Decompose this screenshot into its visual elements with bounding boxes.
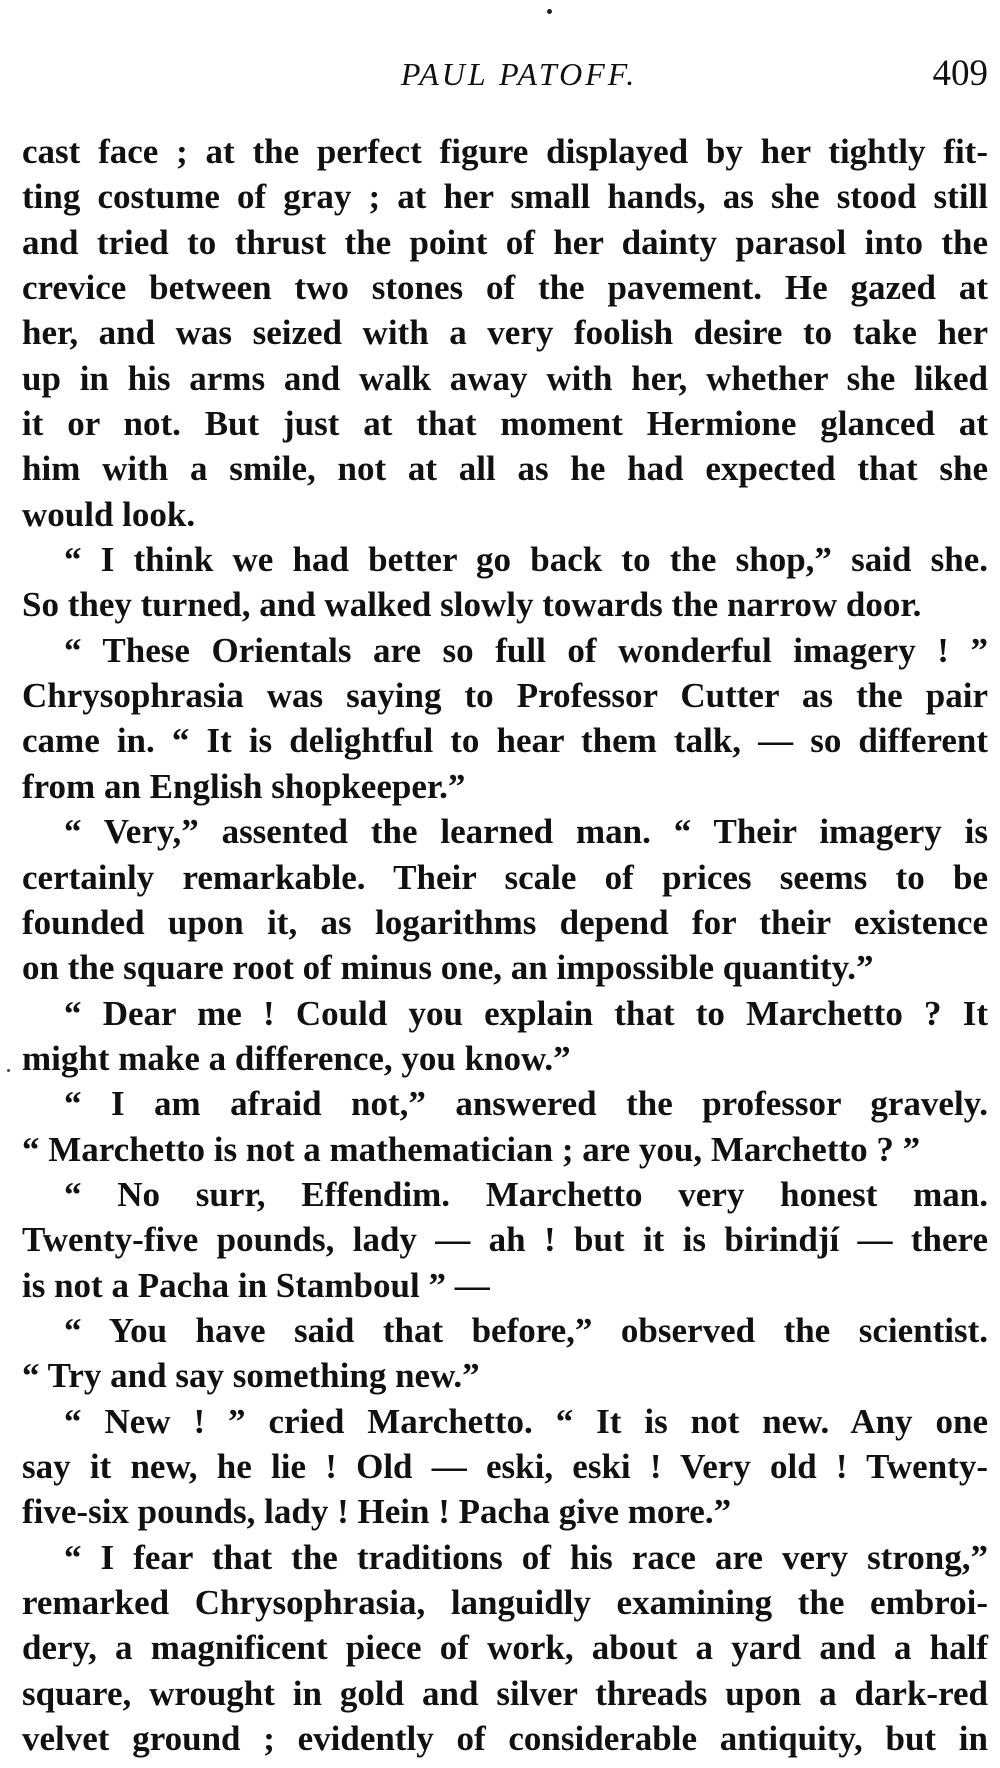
text-line: “ Marchetto is not a mathematician ; are you, Marchetto ? ” — [22, 1129, 921, 1169]
text-line: cast face ; at the perfect figure displayed by her tightly fit- — [22, 132, 988, 171]
text-line: came in. “ It is delightful to hear them talk, — so different — [22, 721, 988, 761]
text-line: “ Try and say something new.” — [22, 1356, 480, 1396]
page-header — [22, 52, 988, 112]
text-line: Twenty-five pounds, lady — ah ! but it is birindjí — there — [22, 1220, 988, 1260]
text-line: him with a smile, not at all as he had expected that she — [22, 449, 988, 489]
text-line: “ No surr, Effendim. Marchetto very honest man. — [64, 1174, 988, 1214]
text-line: “ These Orientals are so full of wonderful imagery ! ” — [64, 630, 988, 670]
text-line: So they turned, and walked slowly towards the narrow door. — [22, 585, 922, 625]
text-line: up in his arms and walk away with her, whether she liked — [22, 358, 988, 398]
text-line: Chrysophrasia was saying to Professor Cutter as the pair — [22, 676, 988, 716]
text-line: “ I think we had better go back to the shop,” said she. — [64, 540, 988, 580]
text-line: it or not. But just at that moment Hermione glanced at — [22, 404, 988, 444]
text-line: ting costume of gray ; at her small hands, as she stood still — [22, 177, 988, 217]
text-line: from an English shopkeeper.” — [22, 766, 466, 806]
running-title: PAUL PATOFF. — [400, 56, 638, 92]
text-line: remarked Chrysophrasia, languidly examining the embroi- — [22, 1583, 988, 1622]
text-line: “ Very,” assented the learned man. “ Their imagery is — [64, 812, 988, 852]
text-line: and tried to thrust the point of her dainty parasol into the — [22, 222, 988, 262]
text-line: certainly remarkable. Their scale of prices seems to be — [22, 857, 988, 897]
text-line: velvet ground ; evidently of considerable antiquity, but in — [22, 1719, 988, 1759]
text-line: “ Dear me ! Could you explain that to Marchetto ? It — [64, 993, 988, 1033]
text-line: crevice between two stones of the pavement. He gazed at — [22, 268, 988, 308]
text-line: might make a difference, you know.” — [22, 1038, 571, 1078]
text-line: square, wrought in gold and silver threads upon a dark-red — [22, 1673, 988, 1713]
body-text — [22, 129, 988, 1761]
page-number: 409 — [932, 53, 988, 94]
text-line: “ You have said that before,” observed the scientist. — [64, 1310, 988, 1350]
text-line: would look. — [22, 494, 196, 534]
ink-speck — [547, 9, 552, 14]
text-line: dery, a magnificent piece of work, about a yard and a half — [22, 1628, 988, 1668]
ink-speck — [7, 1069, 10, 1072]
text-line: say it new, he lie ! Old — eski, eski ! Very old ! Twenty- — [22, 1446, 988, 1486]
text-line: her, and was seized with a very foolish desire to take her — [22, 313, 988, 353]
text-line: five-six pounds, lady ! Hein ! Pacha give more.” — [22, 1492, 732, 1532]
text-line: “ I fear that the traditions of his race are very strong,” — [64, 1537, 988, 1577]
text-line: on the square root of minus one, an impossible quantity.” — [22, 948, 874, 988]
text-line: “ New ! ” cried Marchetto. “ It is not new. Any one — [64, 1401, 988, 1441]
text-line: “ I am afraid not,” answered the professor gravely. — [64, 1084, 988, 1124]
text-line: is not a Pacha in Stamboul ” — — [22, 1265, 490, 1305]
text-line: founded upon it, as logarithms depend for their existence — [22, 902, 988, 942]
